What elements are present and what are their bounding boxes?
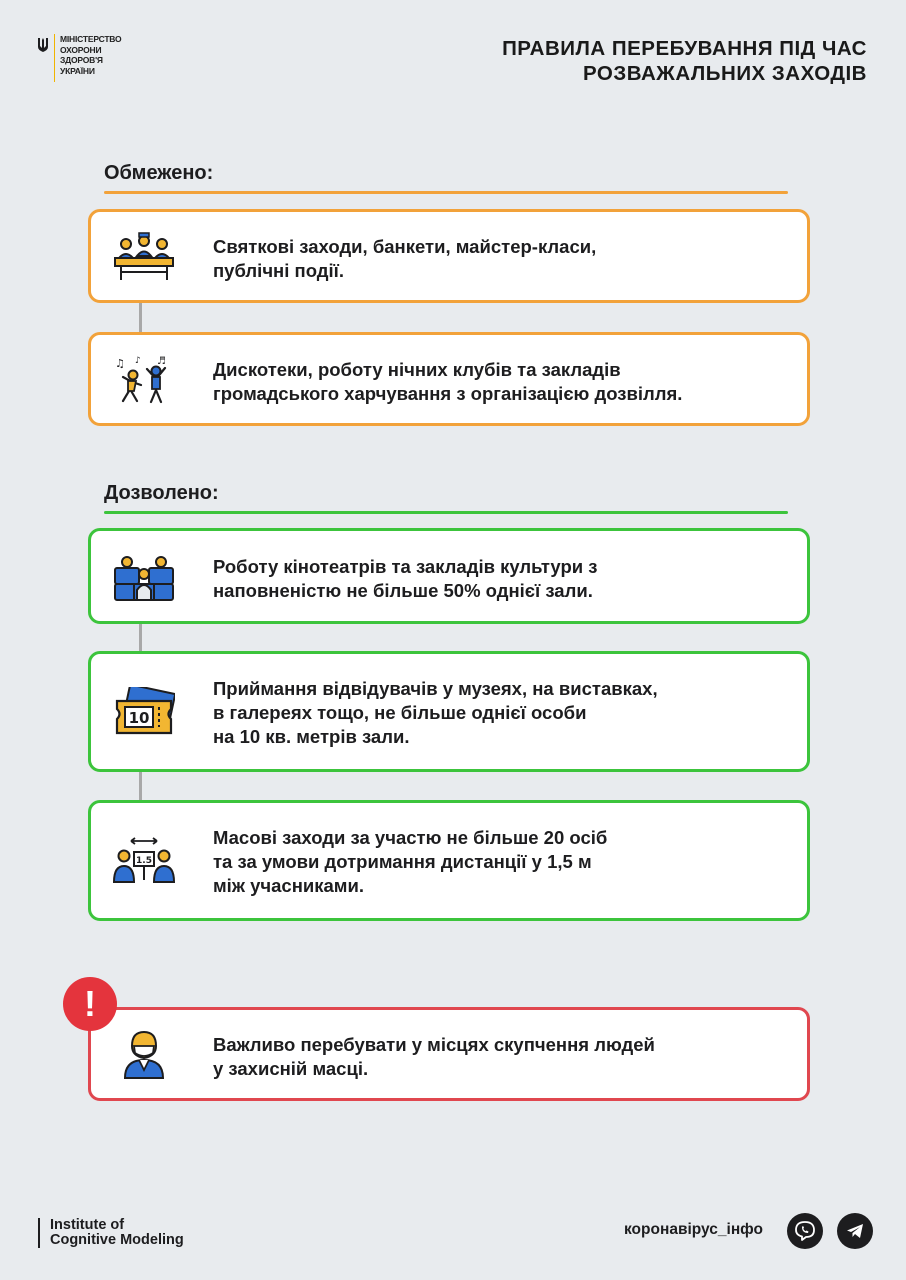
allowed-card-museums <box>88 651 810 772</box>
restricted-card-discos <box>88 332 810 426</box>
institute-name <box>50 1218 184 1248</box>
allowed-card-text <box>213 677 787 749</box>
allowed-card-cinemas <box>88 528 810 624</box>
card-text-line: Роботу кінотеатрів та закладів культури з <box>213 556 598 577</box>
allowed-divider <box>104 511 788 514</box>
ministry-name <box>60 34 121 76</box>
ministry-line: УКРАЇНИ <box>60 65 95 76</box>
ticket-icon <box>113 687 175 737</box>
cinema-seats-icon <box>113 552 175 602</box>
dancing-people-icon <box>113 355 175 405</box>
masked-person-icon <box>113 1030 175 1080</box>
ministry-line: ОХОРОНИ <box>60 44 102 55</box>
card-text-line: Приймання відвідувачів у музеях, на виставках, <box>213 678 658 699</box>
allowed-card-text <box>213 555 787 603</box>
card-text-line: публічні події. <box>213 260 344 281</box>
card-text-line: наповненістю не більше 50% однієї зали. <box>213 580 593 601</box>
institute-name-line: Institute of <box>50 1217 125 1233</box>
card-text-line: між учасниками. <box>213 875 364 896</box>
card-text-line: у захисній масці. <box>213 1058 369 1079</box>
institute-logo <box>38 1218 184 1248</box>
telegram-icon[interactable] <box>837 1213 873 1249</box>
card-text-line: громадського харчування з організацією дозвілля. <box>213 383 683 404</box>
ticket-number: 10 <box>128 709 150 727</box>
ministry-line: ЗДОРОВ'Я <box>60 55 103 65</box>
exclamation-icon: ! <box>63 977 117 1031</box>
allowed-card-text <box>213 826 787 898</box>
warning-card <box>88 1007 810 1101</box>
restricted-divider <box>104 191 788 194</box>
restricted-heading: Обмежено: <box>104 162 214 184</box>
card-connector <box>139 303 142 332</box>
banquet-table-icon <box>113 232 175 282</box>
restricted-card-text <box>213 235 787 283</box>
card-text-line: та за умови дотримання дистанції у 1,5 м <box>213 851 592 872</box>
card-text-line: в галереях тощо, не більше однієї особи <box>213 702 587 723</box>
svg-text:♬: ♬ <box>157 356 166 367</box>
card-connector <box>139 772 142 800</box>
trident-icon <box>37 37 49 53</box>
card-text-line: Святкові заходи, банкети, майстер-класи, <box>213 236 597 257</box>
svg-text:♪: ♪ <box>135 356 141 366</box>
institute-divider <box>38 1218 40 1248</box>
svg-text:♫: ♫ <box>115 357 125 370</box>
ministry-line: МІНІСТЕРСТВО <box>60 34 122 44</box>
allowed-card-mass-events <box>88 800 810 921</box>
card-text-line: Дискотеки, роботу нічних клубів та закладів <box>213 359 621 380</box>
card-text-line: на 10 кв. метрів зали. <box>213 726 410 747</box>
card-connector <box>139 624 142 651</box>
restricted-card-events <box>88 209 810 303</box>
card-text-line: Важливо перебувати у місцях скупчення людей <box>213 1034 655 1055</box>
warning-text <box>213 1033 787 1081</box>
page-title <box>387 36 867 86</box>
restricted-card-text <box>213 358 787 406</box>
social-handle: коронавірус_інфо <box>624 1221 764 1238</box>
logo-divider <box>54 34 55 82</box>
page-title-line: РОЗВАЖАЛЬНИХ ЗАХОДІВ <box>583 62 867 85</box>
card-text-line: Масові заходи за участю не більше 20 осіб <box>213 827 608 848</box>
institute-name-line: Cognitive Modeling <box>50 1232 184 1248</box>
ministry-logo <box>37 34 127 86</box>
distance-label: 1.5 <box>136 856 152 866</box>
allowed-heading: Дозволено: <box>104 482 219 504</box>
page-title-line: ПРАВИЛА ПЕРЕБУВАННЯ ПІД ЧАС <box>502 37 867 60</box>
viber-icon[interactable] <box>787 1213 823 1249</box>
distance-people-icon <box>113 836 175 886</box>
